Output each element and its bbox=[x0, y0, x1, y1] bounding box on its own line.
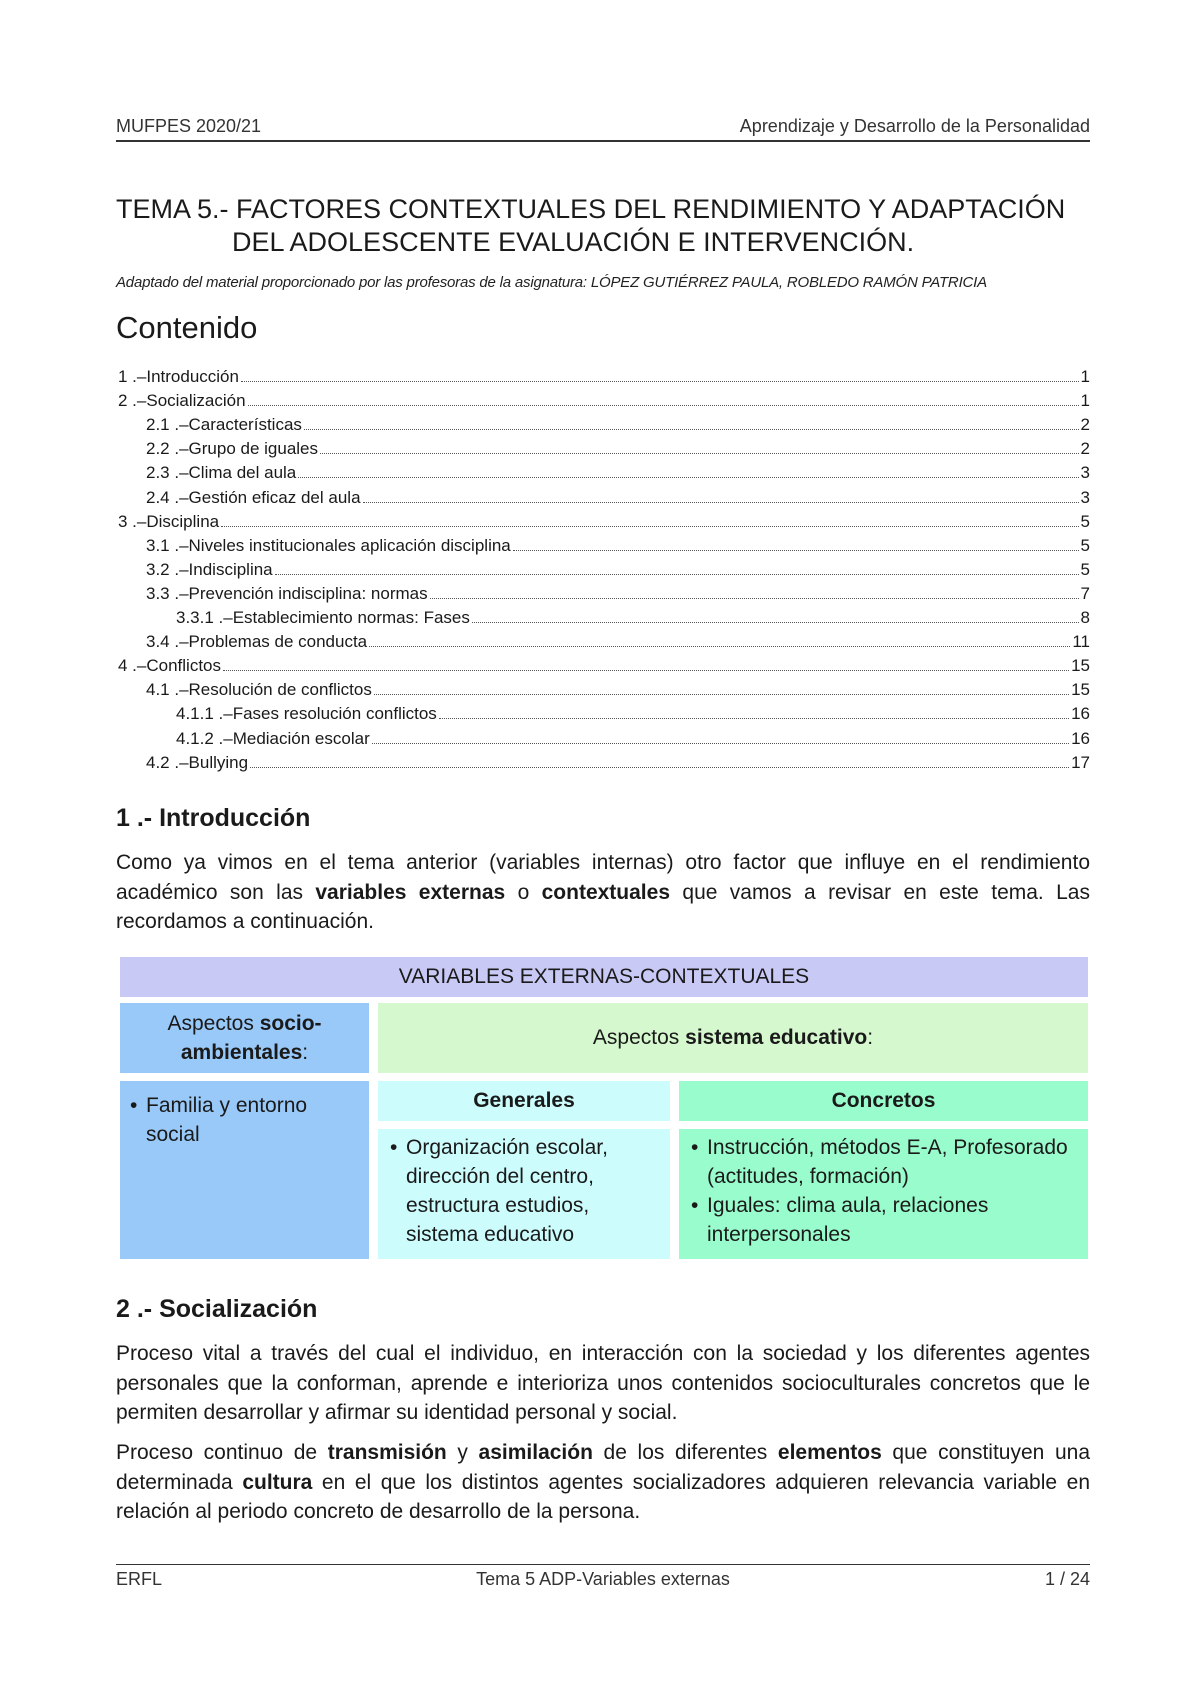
page-number: 1 / 24 bbox=[1044, 1569, 1090, 1589]
toc-heading: Contenido bbox=[116, 310, 258, 345]
toc-entry[interactable]: 2.1 .–Características 2 bbox=[146, 415, 1090, 435]
list-item: • Iguales: clima aula, relaciones interpersonales bbox=[707, 1191, 1086, 1249]
toc-entry[interactable]: 1 .–Introducción 1 bbox=[118, 367, 1090, 387]
toc-entry[interactable]: 4.1.1 .–Fases resolución conflictos 16 bbox=[176, 704, 1090, 724]
footer-title: Tema 5 ADP-Variables externas bbox=[476, 1569, 730, 1589]
header-subject: Aprendizaje y Desarrollo de la Personalidad bbox=[739, 116, 1090, 136]
socio-ambientales-cell: Aspectos socio-ambientales: bbox=[120, 1003, 369, 1073]
toc-entry[interactable]: 2.3 .–Clima del aula 3 bbox=[146, 463, 1090, 483]
title-line-1: TEMA 5.- FACTORES CONTEXTUALES DEL RENDIMIENTO Y ADAPTACIÓN bbox=[116, 194, 1066, 224]
footer-author: ERFL bbox=[116, 1569, 163, 1589]
section-2-paragraph-1: Proceso vital a través del cual el individuo, en interacción con la sociedad y los diferentes agentes personales que la conforman, aprende e interioriza unos contenidos socioculturales concretos que le permiten desarrollar y afirmar su identidad personal y social. bbox=[116, 1342, 1090, 1424]
toc-entry[interactable]: 3.3 .–Prevención indisciplina: normas 7 bbox=[146, 583, 1090, 603]
concretos-body bbox=[679, 1129, 1088, 1259]
adapted-note: Adaptado del material proporcionado por las profesoras de la asignatura: LÓPEZ GUTIÉRREZ PAULA, ROBLEDO RAMÓN PATRICIA bbox=[116, 274, 987, 291]
toc-entry[interactable]: 3.4 .–Problemas de conducta 11 bbox=[146, 632, 1090, 652]
toc-entry[interactable]: 4.1.2 .–Mediación escolar 16 bbox=[176, 728, 1090, 748]
variables-table bbox=[120, 957, 1088, 1259]
toc-entry[interactable]: 4.1 .–Resolución de conflictos 15 bbox=[146, 680, 1090, 700]
sistema-educativo-cell: Aspectos sistema educativo: bbox=[378, 1003, 1088, 1073]
toc-entry[interactable]: 4 .–Conflictos 15 bbox=[118, 656, 1090, 676]
toc-entry[interactable]: 4.2 .–Bullying 17 bbox=[146, 752, 1090, 772]
running-footer bbox=[116, 1564, 1090, 1591]
list-item: • Instrucción, métodos E-A, Profesorado (actitudes, formación) bbox=[707, 1133, 1086, 1191]
header-course: MUFPES 2020/21 bbox=[116, 116, 262, 136]
section-1-heading: 1 .- Introducción bbox=[116, 804, 311, 832]
document-title bbox=[116, 193, 1090, 259]
running-header bbox=[116, 114, 1090, 142]
toc-entry[interactable]: 3.3.1 .–Establecimiento normas: Fases 8 bbox=[176, 608, 1090, 628]
table-header: VARIABLES EXTERNAS-CONTEXTUALES bbox=[120, 957, 1088, 997]
toc-entry[interactable]: 3.2 .–Indisciplina 5 bbox=[146, 559, 1090, 579]
section-1-paragraph: Como ya vimos en el tema anterior (variables internas) otro factor que influye en el rendimiento académico son las variables externas o contextuales que vamos a revisar en este tema. Las recordamos a continuación. bbox=[116, 851, 1090, 933]
table-of-contents bbox=[118, 364, 1090, 774]
section-2-heading: 2 .- Socialización bbox=[116, 1295, 318, 1323]
toc-entry[interactable]: 2.4 .–Gestión eficaz del aula 3 bbox=[146, 487, 1090, 507]
list-item: • Organización escolar, dirección del centro, estructura estudios, sistema educativo bbox=[406, 1133, 666, 1249]
title-line-2: DEL ADOLESCENTE EVALUACIÓN E INTERVENCIÓN. bbox=[232, 227, 915, 257]
concretos-header: Concretos bbox=[679, 1081, 1088, 1121]
section-2-paragraph-2: Proceso continuo de transmisión y asimilación de los diferentes elementos que constituyen una determinada cultura en el que los distintos agentes socializadores adquieren relevancia variable en relación al periodo concreto de desarrollo de la persona. bbox=[116, 1441, 1091, 1523]
list-item: • Familia y entorno social bbox=[146, 1091, 359, 1149]
toc-entry[interactable]: 3 .–Disciplina 5 bbox=[118, 511, 1090, 531]
generales-header: Generales bbox=[378, 1081, 670, 1121]
familia-cell bbox=[120, 1081, 369, 1259]
generales-body bbox=[378, 1129, 670, 1259]
toc-entry[interactable]: 2.2 .–Grupo de iguales 2 bbox=[146, 439, 1090, 459]
toc-entry[interactable]: 3.1 .–Niveles institucionales aplicación disciplina 5 bbox=[146, 535, 1090, 555]
toc-entry[interactable]: 2 .–Socialización 1 bbox=[118, 391, 1090, 411]
